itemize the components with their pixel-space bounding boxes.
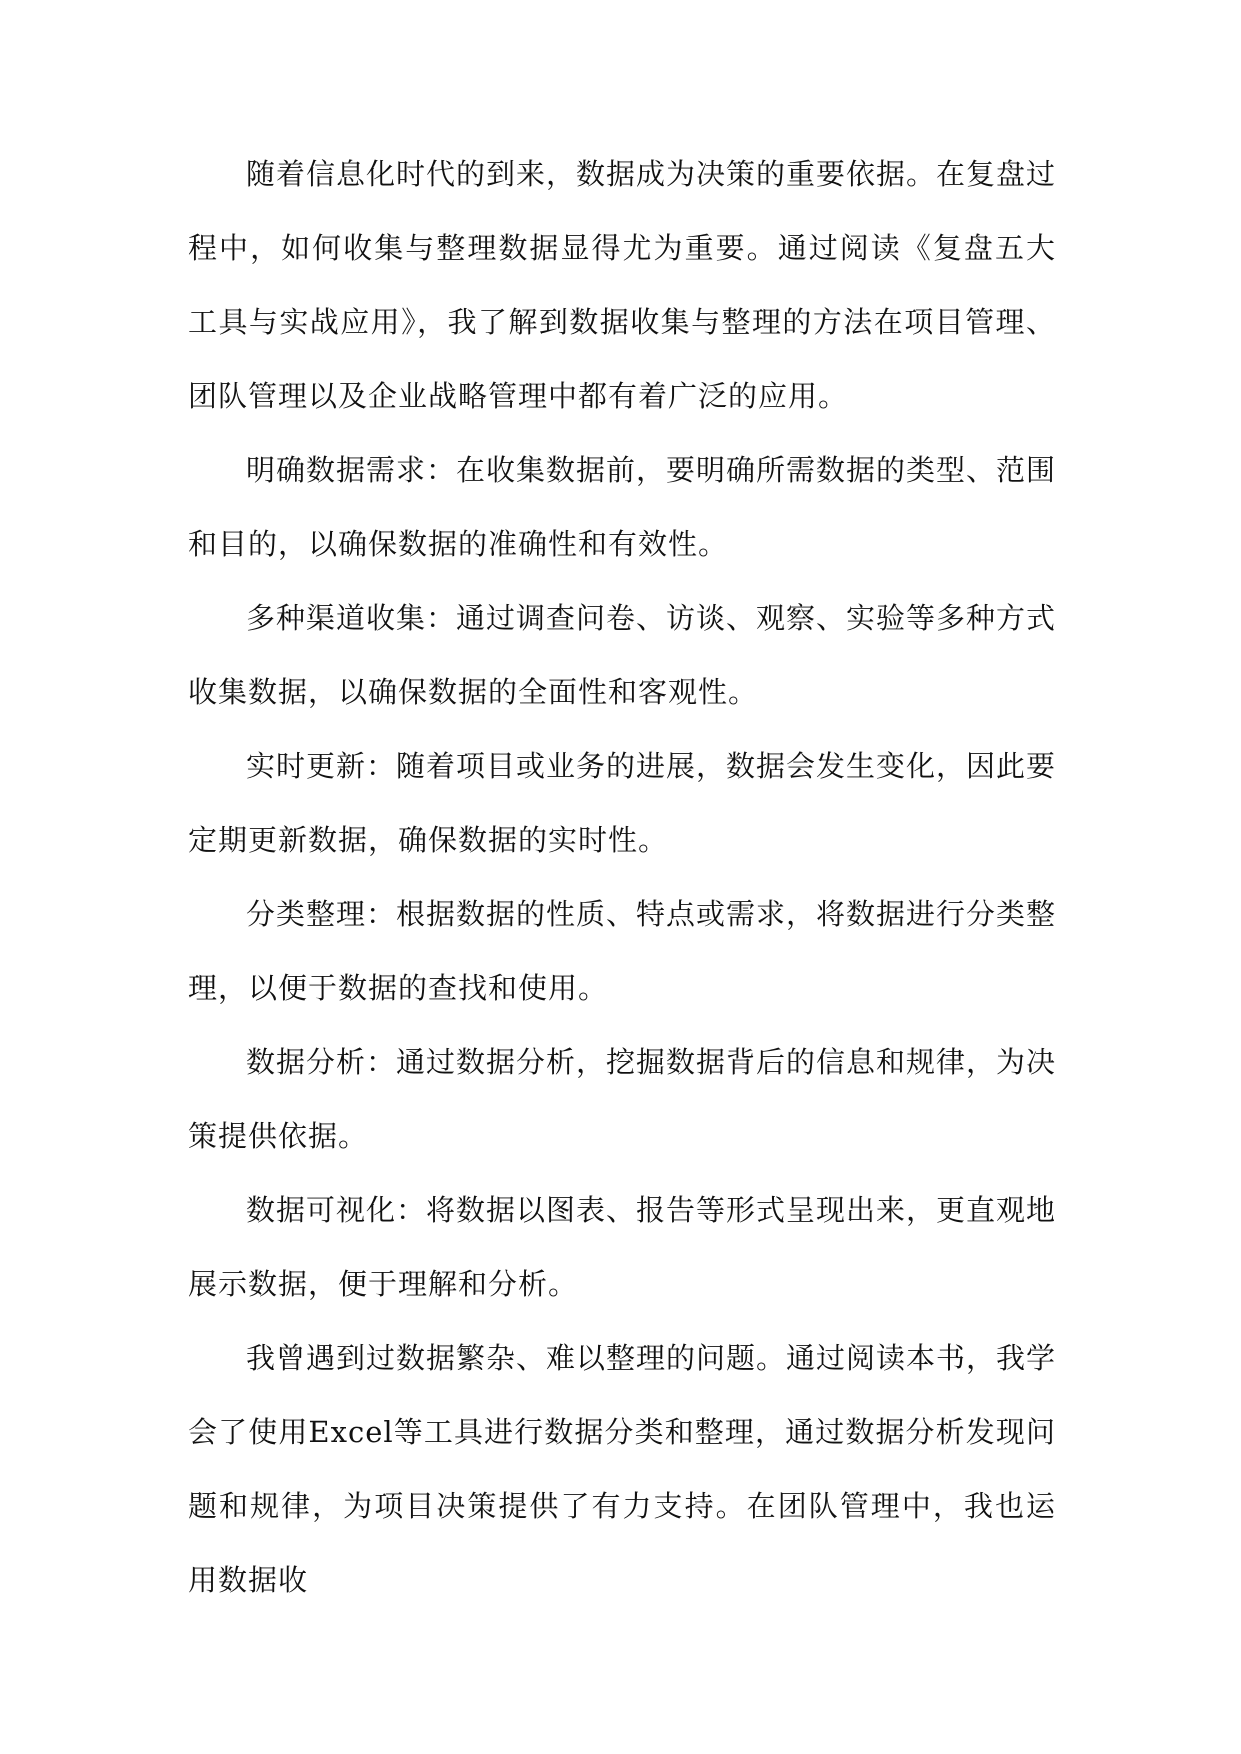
paragraph-realtime-update: 实时更新：随着项目或业务的进展，数据会发生变化，因此要定期更新数据，确保数据的实时性。 <box>188 749 1057 857</box>
paragraph-data-visualization: 数据可视化：将数据以图表、报告等形式呈现出来，更直观地展示数据，便于理解和分析。 <box>188 1193 1057 1301</box>
paragraph-intro: 随着信息化时代的到来，数据成为决策的重要依据。在复盘过程中，如何收集与整理数据显得尤为重要。通过阅读《复盘五大工具与实战应用》，我了解到数据收集与整理的方法在项目管理、团队管理以及企业战略管理中都有着广泛的应用。 <box>188 157 1057 413</box>
paragraph-multi-channel-collection: 多种渠道收集：通过调查问卷、访谈、观察、实验等多种方式收集数据，以确保数据的全面性和客观性。 <box>188 601 1057 709</box>
paragraph-personal-experience: 我曾遇到过数据繁杂、难以整理的问题。通过阅读本书，我学会了使用Excel等工具进行数据分类和整理，通过数据分析发现问题和规律，为项目决策提供了有力支持。在团队管理中，我也运用数据收 <box>188 1341 1057 1597</box>
paragraph-define-requirements: 明确数据需求：在收集数据前，要明确所需数据的类型、范围和目的，以确保数据的准确性和有效性。 <box>188 453 1057 561</box>
paragraph-classification: 分类整理：根据数据的性质、特点或需求，将数据进行分类整理，以便于数据的查找和使用。 <box>188 897 1057 1005</box>
paragraph-data-analysis: 数据分析：通过数据分析，挖掘数据背后的信息和规律，为决策提供依据。 <box>188 1045 1057 1153</box>
document-body <box>188 137 1056 1617</box>
